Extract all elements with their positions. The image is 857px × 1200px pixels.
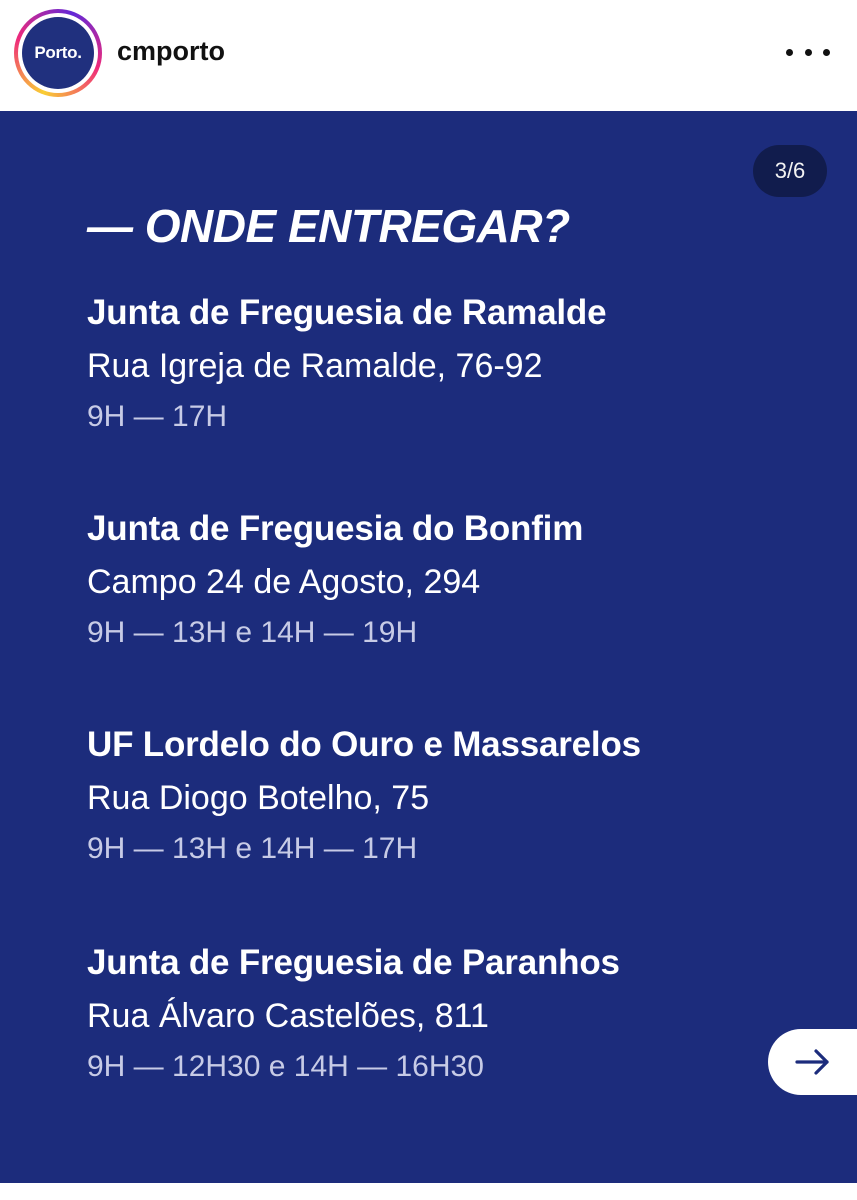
location-hours: 9H — 17H bbox=[87, 400, 228, 433]
location-item bbox=[87, 725, 641, 866]
avatar[interactable]: Porto. bbox=[22, 17, 94, 89]
location-item bbox=[87, 293, 606, 434]
username[interactable]: cmporto bbox=[117, 36, 225, 66]
post-header bbox=[0, 0, 857, 110]
location-address: Rua Diogo Botelho, 75 bbox=[87, 779, 430, 817]
location-name: Junta de Freguesia do Bonfim bbox=[87, 509, 584, 548]
more-horizontal-icon[interactable] bbox=[786, 38, 830, 66]
location-hours: 9H — 13H e 14H — 17H bbox=[87, 832, 418, 865]
location-item bbox=[87, 943, 620, 1084]
location-address: Rua Igreja de Ramalde, 76-92 bbox=[87, 347, 543, 385]
post-title: — ONDE ENTREGAR? bbox=[87, 200, 570, 252]
location-name: UF Lordelo do Ouro e Massarelos bbox=[87, 725, 641, 764]
location-hours: 9H — 13H e 14H — 19H bbox=[87, 616, 418, 649]
next-slide-button[interactable] bbox=[768, 1029, 857, 1095]
location-item bbox=[87, 509, 583, 650]
arrow-right-icon bbox=[795, 1048, 831, 1076]
location-address: Campo 24 de Agosto, 294 bbox=[87, 563, 481, 601]
location-name: Junta de Freguesia de Paranhos bbox=[87, 943, 620, 982]
carousel-counter: 3/6 bbox=[753, 145, 827, 197]
post-image[interactable] bbox=[0, 111, 857, 1183]
location-name: Junta de Freguesia de Ramalde bbox=[87, 293, 607, 332]
location-hours: 9H — 12H30 e 14H — 16H30 bbox=[87, 1050, 484, 1083]
location-address: Rua Álvaro Castelões, 811 bbox=[87, 997, 489, 1035]
story-ring[interactable] bbox=[14, 9, 102, 97]
footer-strip bbox=[0, 1183, 857, 1200]
